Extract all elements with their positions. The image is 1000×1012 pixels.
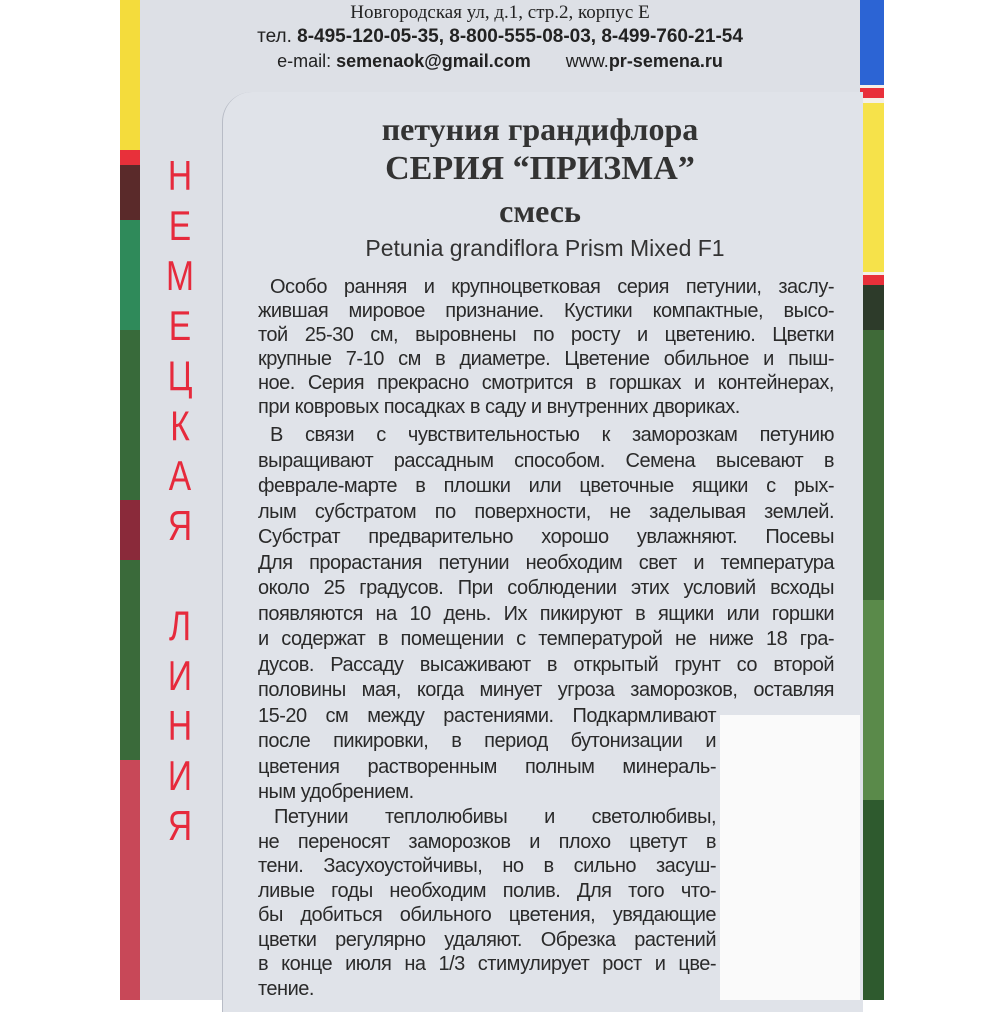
side-label-letter: Я — [167, 802, 193, 849]
text-line: дусов. Рассаду высаживают в открытый грунт со второй — [258, 653, 834, 676]
text-line: 15-20 см между растениями. Подкармливают — [258, 704, 716, 727]
text-line: ное. Серия прекрасно смотрится в горшках и контейнерах, — [258, 372, 834, 394]
side-label-letter: Я — [167, 502, 193, 549]
text-line: жившая мировое признание. Кустики компактные, высо- — [258, 300, 834, 322]
email: semenaok@gmail.com — [336, 51, 531, 71]
text-line: Субстрат предварительно хорошо увлажняют. Посевы — [258, 526, 834, 548]
text-line: половины мая, когда минует угроза заморозков, оставляя — [258, 679, 834, 701]
side-label-letter: Н — [167, 702, 193, 749]
side-label-letter: Е — [168, 302, 192, 349]
label-sticker — [720, 715, 860, 1000]
side-label-letter: Е — [168, 202, 192, 249]
site-prefix: www. — [565, 51, 609, 71]
text-line: и содержат в помещении с температурой не ниже 18 гра- — [258, 628, 834, 650]
phones-line — [140, 26, 860, 48]
side-label-letter: Ц — [167, 352, 193, 399]
text-line: ливые годы необходим полив. Для того что- — [258, 879, 716, 902]
text-line: бы добиться обильного цветения, увядающие — [258, 904, 716, 926]
title-line1: петуния грандифлора — [381, 111, 699, 147]
text-line: Для прорастания петунии необходим свет и температура — [258, 551, 834, 574]
address: Новгородская ул, д.1, стр.2, корпус Е — [350, 2, 650, 23]
website: pr-semena.ru — [608, 51, 723, 71]
side-label-letter: Л — [168, 602, 192, 649]
text-line: в конце июля на 1/3 стимулирует рост и цве- — [258, 953, 716, 975]
text-line: ным удобрением. — [258, 781, 414, 803]
text-line: крупные 7-10 см в диаметре. Цветение обильное и пыш- — [258, 348, 834, 370]
side-label-letter: И — [167, 752, 193, 799]
text-line: выращивают рассадным способом. Семена высевают в — [258, 449, 834, 472]
title-line3: смесь — [499, 193, 581, 229]
text-line: В связи с чувствительностью к заморозкам петунию — [270, 424, 834, 446]
text-line: той 25-30 см, выровнены по росту и цветению. Цветки — [258, 324, 834, 346]
text-line: около 25 градусов. При соблюдении этих условий всходы — [258, 577, 834, 599]
text-line: не переносят заморозков и плохо цветут в — [258, 830, 716, 853]
side-label-letter: К — [170, 402, 190, 449]
text-line: феврале-марте в плошки или цветочные ящики с рых- — [258, 475, 834, 497]
side-label-letter: А — [168, 452, 192, 499]
email-label: e-mail: — [277, 51, 332, 71]
text-line: появляются на 10 день. Их пикируют в ящики или горшки — [258, 602, 834, 625]
packet-photo-strip-left — [120, 0, 142, 1000]
text-line: лым субстратом по поверхности, не заделывая землей. — [258, 500, 834, 523]
phone-label: тел. — [257, 26, 292, 47]
phone-numbers: 8-495-120-05-35, 8-800-555-08-03, 8-499-760-21-54 — [297, 26, 743, 47]
packet-photo-strip-right — [860, 0, 884, 1000]
text-line: после пикировки, в период бутонизации и — [258, 730, 716, 752]
text-line: Особо ранняя и крупноцветковая серия петунии, заслу- — [270, 276, 834, 298]
title-line2: СЕРИЯ “ПРИЗМА” — [385, 150, 695, 187]
text-line: цветки регулярно удаляют. Обрезка растений — [258, 928, 716, 951]
text-line: цветения растворенным полным минераль- — [258, 755, 716, 778]
side-label-letter: М — [166, 252, 194, 299]
latin-name: Petunia grandiflora Prism Mixed F1 — [365, 235, 725, 261]
text-line: тени. Засухоустойчивы, но в сильно засуш- — [258, 855, 716, 877]
text-line: при ковровых посадках в саду и внутренних двориках. — [258, 396, 740, 418]
contacts-line — [140, 50, 860, 72]
text-line: Петунии теплолюбивы и светолюбивы, — [274, 806, 716, 828]
text-line: тение. — [258, 977, 314, 1000]
side-label-letter: И — [167, 652, 193, 699]
side-label-letter: Н — [167, 152, 193, 199]
